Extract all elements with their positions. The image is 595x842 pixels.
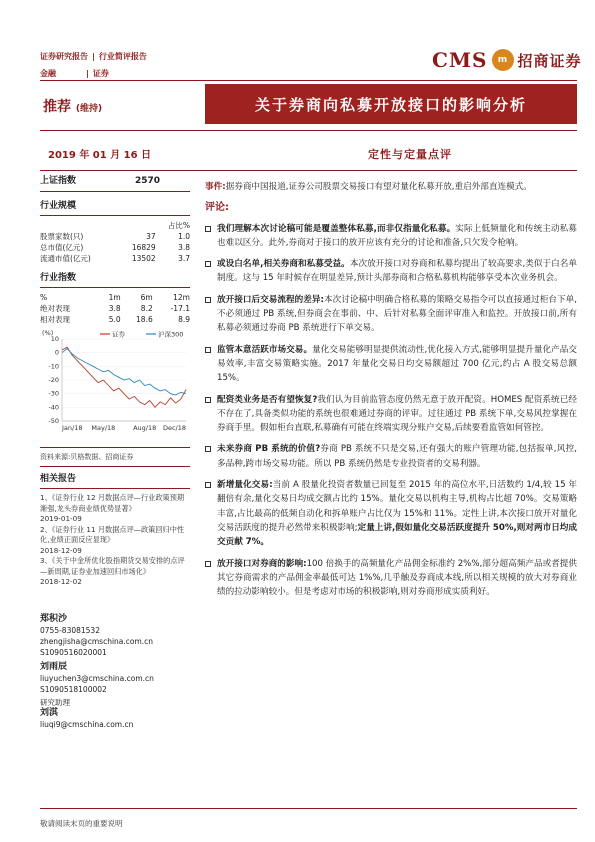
bullet-body: 券商 PB 系统不只是交易,还有强大的账户管理功能,包括报单,风控,多品种,跨市场交易功能。所以 PB 系统仍然是专业投资者的交易利器。	[217, 444, 577, 469]
bullet-text	[217, 257, 577, 286]
series-line-1	[62, 349, 186, 395]
report-title: 1、《证券行业 12 月数据点评—行业政策预期渐强,龙头券商业绩优势显著》	[40, 493, 185, 513]
cell: 总市值(亿元)	[40, 243, 84, 252]
scale-table	[40, 220, 190, 264]
legend-label: 证券	[112, 330, 125, 339]
list-item	[205, 442, 577, 471]
report-category: 证券研究报告	[40, 52, 88, 61]
table-row	[40, 231, 190, 242]
x-tick-label: Jan/18	[62, 424, 83, 432]
bullet-text	[217, 393, 577, 436]
comment-list	[205, 222, 577, 600]
x-tick-label: May/18	[91, 424, 116, 432]
rating	[43, 96, 102, 116]
sector: 金融	[40, 69, 56, 78]
y-tick-label: -40	[48, 403, 59, 412]
bullet-heading: 或设白名单,相关券商和私募受益。	[217, 259, 350, 270]
divider	[40, 488, 190, 489]
report-title: 3、《关于中金所优化股指期货交易安排的点评—新周期,证券业加速回归市场化》	[40, 556, 185, 576]
cell: 流通市值(亿元)	[40, 254, 91, 263]
cell: 3.8	[108, 304, 121, 313]
table-row	[40, 253, 190, 264]
bullet-heading: 我们理解本次讨论稿可能是覆盖整体私募,而非仅指量化私募。	[217, 223, 456, 234]
bullet-body: 本次放开接口对券商和私募均提出了较高要求,类似于白名单制度。这与 15 年时候存在明显差异,预计头部券商和合格私募机构能够享受本次业务机会。	[217, 259, 578, 284]
cell: 18.6	[136, 315, 153, 324]
bullet-text	[217, 557, 577, 600]
table-row	[40, 314, 190, 325]
bullet-text	[217, 343, 577, 386]
footer-note: 敬请阅读末页的重要说明	[40, 819, 123, 828]
cell: %	[40, 293, 48, 302]
divider	[40, 215, 190, 216]
report-subcategory: 行业简评报告	[98, 52, 147, 61]
x-tick-label: Aug/18	[133, 424, 157, 432]
industry: 证券	[92, 69, 109, 78]
cell: 3.8	[178, 243, 190, 252]
perf-title: 行业指数	[40, 273, 77, 283]
report-title: 2、《证券行业 11 月数据点评—政策回归中性化,业绩正面反应显现》	[40, 524, 185, 544]
divider	[40, 447, 190, 448]
bullet-heading: 配资类业务是否有望恢复?	[217, 394, 318, 405]
report-date: 2018-12-09	[40, 545, 82, 555]
bullet-body: 本次讨论稿中明确合格私募的策略交易指令可以直接通过柜台下单,不必须通过 PB 系统,但券商会在事前、中、后针对私募全面评审准入和监控。开放接口前,所有私募必须通过券商 PB 系统进行下单交易。	[217, 294, 578, 334]
y-tick-label: -50	[48, 417, 59, 425]
analyst-contacts	[40, 614, 190, 730]
bullet-box-icon	[205, 561, 211, 567]
index-value: 2570	[134, 176, 160, 186]
bullet-heading: 放开接口后交易流程的差异:	[217, 294, 324, 305]
report-date: 2019-01-09	[40, 514, 82, 523]
cell: 5.0	[108, 315, 121, 324]
bullet-box-icon	[205, 397, 211, 403]
cms-logo	[432, 48, 582, 72]
cell: 8.2	[140, 304, 153, 313]
series-line-0	[62, 347, 186, 407]
bullet-body: 量化交易能够明显提供流动性,优化接入方式,能够明显提升量化产品交易效率,丰富交易策略实施。2017 年量化交易日均交易额超过 700 亿元,约占 A 股交易总额 15%。	[217, 344, 577, 384]
list-item	[205, 222, 577, 251]
logo-text-cn: 招商证券	[517, 51, 582, 70]
divider	[40, 287, 190, 288]
logo-text-en: CMS	[432, 48, 488, 72]
table-row	[40, 303, 190, 314]
bullet-text	[217, 222, 577, 251]
bullet-text	[217, 442, 577, 471]
cell: 绝对表现	[40, 304, 70, 313]
report-title: 关于券商向私募开放接口的影响分析	[205, 84, 577, 124]
footer-divider	[40, 808, 577, 809]
bullet-heading: 监管本意活跃市场交易。	[217, 344, 313, 355]
bullet-text	[217, 293, 577, 336]
cell: 相对表现	[40, 315, 70, 324]
list-item	[205, 478, 577, 549]
perf-chart	[40, 329, 190, 441]
event-label: 事件:	[205, 182, 226, 192]
legend-label: 沪深300	[158, 330, 184, 339]
bullet-body: 100 倍换手的高频量化产品佣金标准约 2%%,部分超高频产品或者提供其它券商需求的产品佣金率最低可达 1%%,几乎触及券商成本线,所以相关规模的放大对券商业绩的拉动影响较小。但是考虑对市场的积极影响,则对券商形成实质利好。	[217, 558, 578, 598]
cell: 12m	[173, 293, 190, 302]
cell: 6m	[140, 293, 153, 302]
bullet-box-icon	[205, 226, 211, 232]
report-subtitle: 定性与定量点评	[368, 148, 452, 161]
report-type-header	[40, 48, 147, 82]
analyst-phone: 0755-83081532	[40, 625, 100, 635]
bullet-box-icon	[205, 297, 211, 303]
analyst-email[interactable]: liuqi9@cmschina.com.cn	[40, 719, 134, 729]
rating-label: 推荐	[43, 99, 71, 115]
x-tick-label: Dec/18	[162, 424, 186, 432]
sidebar	[40, 176, 190, 730]
y-tick-label: -20	[48, 376, 59, 384]
subtitle-divider	[40, 170, 577, 171]
report-date: 2018-12-02	[40, 577, 82, 586]
divider	[40, 466, 190, 467]
cell: 3.7	[178, 254, 190, 263]
assistant-label: 研究助理	[40, 697, 70, 707]
list-item	[205, 257, 577, 286]
bullet-box-icon	[205, 446, 211, 452]
bullet-box-icon	[205, 261, 211, 267]
separator: |	[92, 52, 95, 61]
related-reports	[40, 493, 190, 588]
report-link[interactable]	[40, 556, 190, 588]
list-item	[205, 393, 577, 436]
cell: 1m	[108, 293, 121, 302]
scale-title: 行业规模	[40, 201, 77, 211]
bullet-body: 我们认为目前监管态度仍然无意于放开配资。HOMES 配资系统已经不存在了,具备类似功能的系统也很难通过券商的评审。过往通过 PB 系统下单,交易风控掌握在券商手里。假如柜台直联,私募确有可能在终端实现分账户交易,后续要看监管如何管控。	[217, 394, 577, 434]
analyst-name: 郑积沙	[40, 613, 68, 624]
rating-sub: (维持)	[75, 104, 103, 114]
main-content	[205, 180, 577, 606]
bullet-heading: 放开接口对券商的影响:	[217, 558, 307, 569]
cell: 8.9	[178, 315, 190, 324]
cell: 37	[146, 232, 156, 241]
cell: 13502	[131, 254, 156, 263]
analyst-name: 刘淇	[40, 707, 59, 718]
y-axis-label: (%)	[42, 329, 54, 337]
event-text: 据券商中国报道,证券公司股票交易接口有望对量化私募开放,重启外部直连模式。	[225, 182, 532, 192]
header-divider	[40, 80, 577, 81]
index-row	[40, 176, 190, 187]
analyst-email[interactable]: liuyuchen3@cmschina.com.cn	[40, 673, 154, 683]
list-item	[205, 343, 577, 386]
analyst-email[interactable]: zhengjisha@cmschina.com.cn	[40, 636, 154, 646]
bullet-text	[217, 478, 577, 549]
list-item	[205, 557, 577, 600]
cell: 股票家数(只)	[40, 232, 84, 241]
bullet-emphasis: 定量上讲,假如量化交易活跃度提升 50%,则对两市日均成交贡献 7%。	[217, 522, 577, 548]
bullet-heading: 未来券商 PB 系统的价值?	[217, 444, 321, 455]
scale-header: 占比%	[167, 221, 190, 230]
index-label: 上证指数	[40, 176, 77, 186]
logo-mark-icon: m	[492, 49, 514, 71]
cell: -17.1	[170, 304, 190, 313]
cell: 1.0	[178, 232, 190, 241]
bullet-body: 当前 A 股量化投资者数量已回复至 2015 年的高位水平,日活数约 1/4,较 15 年翻倍有余,量化交易日均成交额占比约 15%。量化交易以机构主导,机构占比超 70%。交易策略丰富,占比最高的低频自动化和拆单账户占比仅为 15%和 11%。定性上讲,本次接口放开对量化交易活跃度的提升必然带来积极影响;	[217, 480, 577, 533]
bullet-box-icon	[205, 482, 211, 488]
y-tick-label: 10	[50, 335, 59, 343]
chart-source: 资料来源:贝格数据、招商证券	[40, 453, 134, 461]
y-tick-label: 0	[54, 348, 59, 357]
analyst-name: 刘雨辰	[40, 661, 68, 672]
perf-table	[40, 292, 190, 325]
analyst-license: S1090516020001	[40, 647, 107, 657]
list-item	[205, 293, 577, 336]
y-tick-label: -30	[48, 389, 59, 398]
event-paragraph	[205, 180, 577, 194]
cell: 16829	[131, 243, 156, 252]
report-date: 2019 年 01 月 16 日	[48, 150, 152, 161]
y-tick-label: -10	[48, 362, 59, 371]
related-title: 相关报告	[40, 474, 77, 484]
comment-label: 评论:	[205, 202, 229, 214]
bullet-body: 实际上低频量化和传统主动私募也难以区分。此外,券商对于接口的放开应该有充分的讨论和准备,只欠发令枪响。	[217, 223, 577, 248]
analyst-license: S1090518100002	[40, 684, 107, 694]
title-divider	[40, 130, 577, 131]
bullet-heading: 新增量化交易:	[217, 480, 273, 491]
report-link[interactable]	[40, 525, 190, 557]
separator: |	[86, 69, 89, 78]
report-link[interactable]	[40, 493, 190, 525]
table-row	[40, 242, 190, 253]
bullet-box-icon	[205, 347, 211, 353]
divider	[40, 191, 190, 192]
